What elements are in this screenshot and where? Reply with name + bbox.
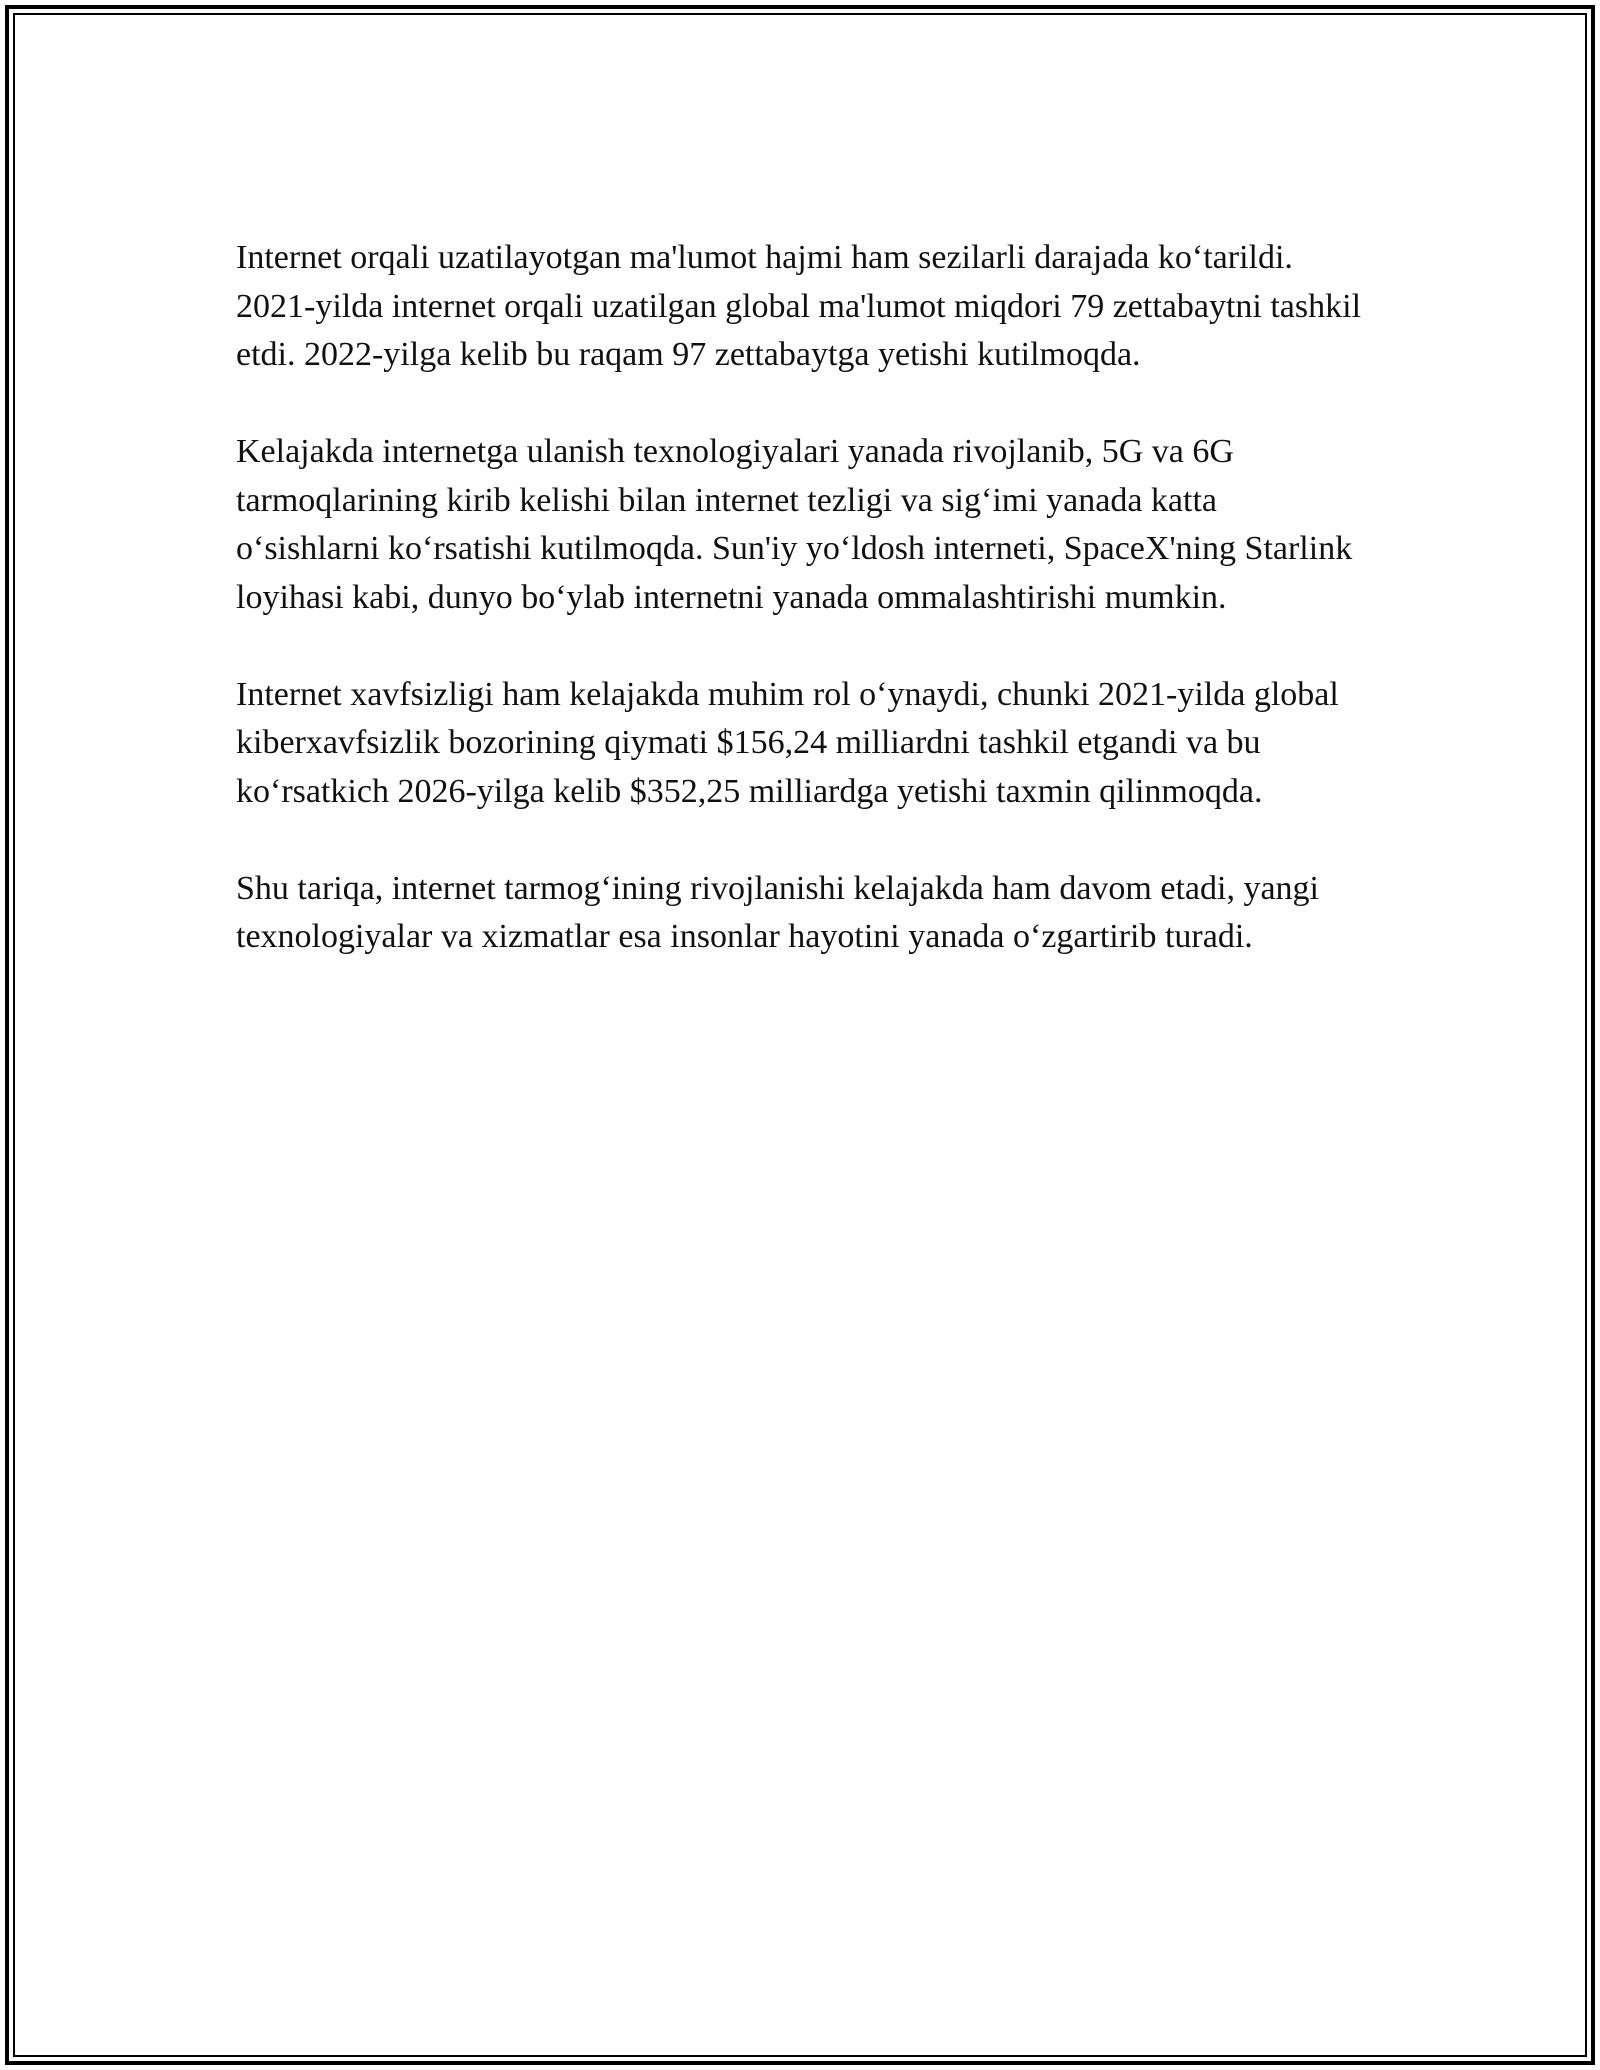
paragraph-conclusion: Shu tariqa, internet tarmog‘ining rivojlanishi kelajakda ham davom etadi, yangi texnologiyalar va xizmatlar esa insonlar hayotini yanada o‘zgartirib turadi.: [236, 869, 1319, 955]
paragraph-cybersecurity: Internet xavfsizligi ham kelajakda muhim rol o‘ynaydi, chunki 2021-yilda global kiberxavfsizlik bozorining qiymati $156,24 milliardni tashkil etgandi va bu ko‘rsatkich 2026-yilga kelib $352,25 milliardga yetishi taxmin qilinmoqda.: [236, 675, 1339, 810]
document-body: [236, 234, 1366, 1010]
paragraph-future-connectivity: Kelajakda internetga ulanish texnologiyalari yanada rivojlanib, 5G va 6G tarmoqlarining kirib kelishi bilan internet tezligi va sig‘imi yanada katta o‘sishlarni ko‘rsatishi kutilmoqda. Sun'iy yo‘ldosh interneti, SpaceX'ning Starlink loyihasi kabi, dunyo bo‘ylab internetni yanada ommalashtirishi mumkin.: [236, 433, 1353, 616]
paragraph-data-volume: Internet orqali uzatilayotgan ma'lumot hajmi ham sezilarli darajada ko‘tarildi. 2021-yilda internet orqali uzatilgan global ma'lumot miqdori 79 zettabaytni tashkil etdi. 2022-yilga kelib bu raqam 97 zettabaytga yetishi kutilmoqda.: [236, 239, 1362, 373]
